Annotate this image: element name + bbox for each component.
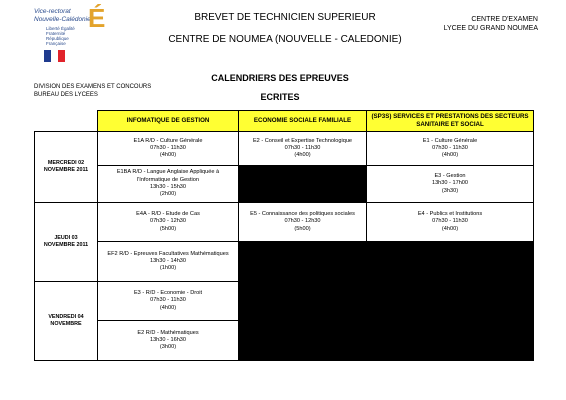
exam-duration: (5h00) [294, 225, 311, 232]
table-row [35, 132, 534, 166]
day-label: JEUDI 03 [54, 234, 78, 241]
no-exam-cell [367, 242, 534, 282]
table-row [35, 282, 534, 321]
exam-time: 13h30 - 15h30 [149, 184, 187, 190]
logo-motto: Liberté Égalité Fraternité République Française [46, 26, 75, 46]
exam-cell-informatique [98, 132, 239, 166]
no-exam-cell [367, 282, 534, 321]
logo-e-letter: É [88, 3, 106, 33]
exam-title: E1 - Culture Générale [422, 137, 478, 144]
exam-cell-informatique [98, 321, 239, 361]
exam-time: 13h30 - 14h30 [149, 257, 187, 264]
month-label: NOVEMBRE 2011 [43, 242, 89, 248]
exam-duration: (1h00) [159, 265, 177, 272]
exam-title: E3 - Gestion [434, 173, 466, 180]
exam-title: E4A - R/D - Etude de Cas [136, 211, 200, 218]
exam-time: 07h30 - 11h30 [432, 144, 468, 151]
exam-duration: (4h00) [294, 152, 311, 159]
col-header-sp3s: (SP3S) SERVICES ET PRESTATIONS DES SECTEURS SANITAIRE ET SOCIAL [367, 111, 534, 132]
exam-title: EF2 R/D - Epreuves Facultatives Mathématiques [107, 250, 229, 257]
exam-title: E1BA R/D - Langue Anglaise Appliquée à l'Informatique de Gestion [116, 169, 220, 183]
exam-title: E1A R/D - Culture Générale [133, 137, 203, 144]
exam-duration: (3h30) [441, 187, 459, 194]
french-flag-icon [44, 50, 66, 62]
exam-time: 07h30 - 12h30 [284, 218, 321, 225]
exam-cell-sp3s [367, 203, 534, 242]
table-row [35, 321, 534, 361]
day-label: VENDREDI 04 [48, 313, 84, 320]
corner-cell [35, 111, 98, 132]
no-exam-cell [239, 321, 367, 361]
header-center: CENTRE DE NOUMEA (NOUVELLE - CALEDONIE) [168, 34, 402, 45]
exam-title: E4 - Publics et Institutions [417, 211, 483, 218]
table-row [35, 203, 534, 242]
exam-time: 13h30 - 17h00 [431, 180, 469, 187]
month-label: NOVEMBRE 2011 [43, 167, 89, 173]
exam-center-label: CENTRE D'EXAMEN [471, 16, 538, 23]
day-cell [35, 203, 98, 282]
exam-title: E2 - Conseil et Expertise Technologique [252, 137, 353, 144]
exam-time: 13h30 - 16h30 [149, 336, 187, 343]
no-exam-cell [239, 166, 367, 203]
vice-rectorat-logo [34, 3, 106, 68]
exam-duration: (2h00) [159, 191, 177, 198]
exam-cell-informatique [98, 166, 239, 203]
table-row [35, 242, 534, 282]
no-exam-cell [239, 242, 367, 282]
exam-duration: (3h00) [159, 344, 177, 351]
header-title: BREVET DE TECHNICIEN SUPERIEUR [194, 12, 376, 23]
table-row [35, 166, 534, 203]
exam-cell-sp3s [367, 132, 534, 166]
col-header-esf: ECONOMIE SOCIALE FAMILIALE [239, 111, 367, 132]
main-title: CALENDRIERS DES EPREUVES [211, 73, 349, 83]
exam-time: 07h30 - 11h30 [150, 297, 186, 304]
exam-cell-esf [239, 132, 367, 166]
exam-cell-informatique [98, 242, 239, 282]
exam-center-name: LYCEE DU GRAND NOUMEA [443, 25, 538, 32]
day-cell [35, 282, 98, 361]
exam-time: 07h30 - 11h30 [432, 218, 468, 225]
no-exam-cell [367, 321, 534, 361]
exam-title: E3 - R/D - Economie - Droit [133, 290, 203, 297]
exam-cell-sp3s [367, 166, 534, 203]
logo-line2: Nouvelle-Calédonie [34, 16, 91, 23]
sub-title: ECRITES [260, 92, 300, 102]
exam-cell-esf [239, 203, 367, 242]
logo-line1: Vice-rectorat [34, 8, 71, 15]
day-cell [35, 132, 98, 203]
exam-cell-informatique [98, 203, 239, 242]
month-label: NOVEMBRE [50, 321, 82, 327]
day-label: MERCREDI 02 [47, 159, 85, 166]
exam-time: 07h30 - 12h30 [149, 218, 187, 225]
division-line2: BUREAU DES LYCEES [34, 92, 98, 98]
exam-duration: (4h00) [441, 152, 459, 159]
exam-time: 07h30 - 11h30 [284, 144, 321, 151]
exam-duration: (4h00) [441, 225, 459, 232]
col-header-informatique: INFOMATIQUE DE GESTION [98, 111, 239, 132]
exam-title: E2 R/D - Mathématiques [137, 329, 199, 336]
exam-duration: (5h00) [159, 225, 177, 232]
no-exam-cell [239, 282, 367, 321]
exam-cell-informatique [98, 282, 239, 321]
division-line1: DIVISION DES EXAMENS ET CONCOURS [34, 84, 152, 90]
exam-duration: (4h00) [159, 152, 177, 159]
exam-title: E5 - Connaissance des politiques sociales [250, 211, 355, 218]
exam-schedule-table [34, 110, 534, 361]
exam-time: 07h30 - 11h30 [150, 144, 186, 151]
exam-duration: (4h00) [159, 304, 177, 311]
